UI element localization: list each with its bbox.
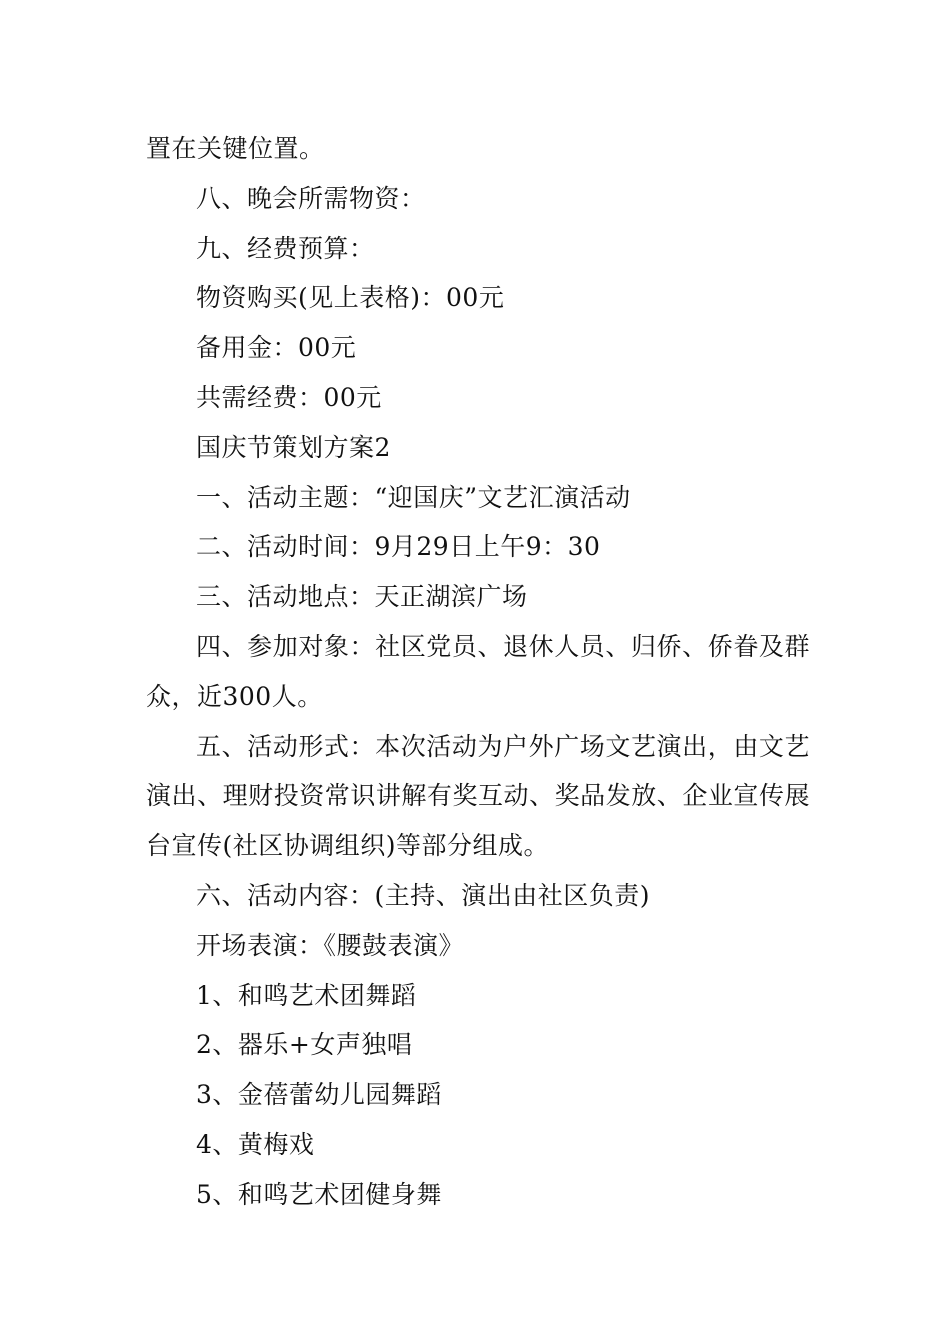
paragraph-theme: 一、活动主题：“迎国庆”文艺汇演活动 — [196, 482, 631, 512]
paragraph-time: 二、活动时间：9月29日上午9：30 — [196, 532, 601, 562]
document-body — [146, 124, 810, 1220]
program-item-3: 3、金蓓蕾幼儿园舞蹈 — [196, 1080, 442, 1110]
paragraph-materials-cost: 物资购买(见上表格)：00元 — [196, 283, 505, 313]
paragraph-content: 六、活动内容：(主持、演出由社区负责) — [196, 880, 651, 910]
program-opening: 开场表演：《腰鼓表演》 — [196, 930, 465, 960]
paragraph-reserve-fund: 备用金：00元 — [196, 333, 357, 363]
program-item-2: 2、器乐+女声独唱 — [196, 1030, 413, 1060]
paragraph-continuation: 置在关键位置。 — [146, 134, 325, 163]
paragraph-section-8: 八、晚会所需物资： — [196, 183, 426, 213]
plan-heading: 国庆节策划方案2 — [196, 432, 391, 462]
paragraph-total-cost: 共需经费：00元 — [196, 382, 382, 412]
program-item-1: 1、和鸣艺术团舞蹈 — [196, 980, 417, 1010]
program-item-5: 5、和鸣艺术团健身舞 — [196, 1179, 442, 1209]
paragraph-format: 五、活动形式：本次活动为户外广场文艺演出，由文艺演出、理财投资常识讲解有奖互动、奖品发放、企业宣传展台宣传(社区协调组织)等部分组成。 — [146, 731, 810, 861]
paragraph-location: 三、活动地点：天正湖滨广场 — [196, 582, 528, 612]
program-item-4: 4、黄梅戏 — [196, 1129, 315, 1159]
paragraph-section-9: 九、经费预算： — [196, 233, 375, 263]
paragraph-participants: 四、参加对象：社区党员、退休人员、归侨、侨眷及群众，近300人。 — [146, 631, 810, 711]
